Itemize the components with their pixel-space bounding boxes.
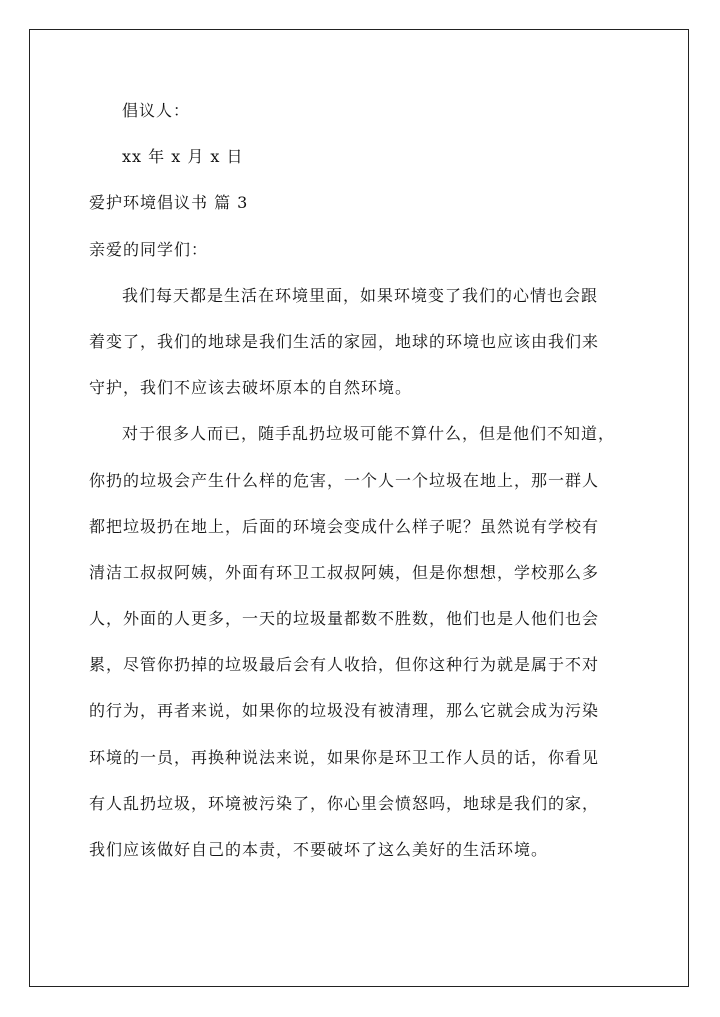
paragraph-line: 累，尽管你扔掉的垃圾最后会有人收拾，但你这种行为就是属于不对 <box>89 655 600 675</box>
paragraph-line: 环境的一员，再换种说法来说，如果你是环卫工作人员的话，你看见 <box>89 747 600 767</box>
paragraph-line: 都把垃圾扔在地上，后面的环境会变成什么样子呢？虽然说有学校有 <box>89 516 600 536</box>
paragraph-line: 你扔的垃圾会产生什么样的危害，一个人一个垃圾在地上，那一群人 <box>89 470 600 490</box>
paragraph-line: 的行为，再者来说，如果你的垃圾没有被清理，那么它就会成为污染 <box>89 701 600 721</box>
paragraph-line: 我们每天都是生活在环境里面，如果环境变了我们的心情也会跟 <box>122 285 599 305</box>
paragraph-line: 着变了，我们的地球是我们生活的家园，地球的环境也应该由我们来 <box>89 331 600 351</box>
paragraph-2 <box>89 419 639 881</box>
signature-label: 倡议人： <box>122 101 191 120</box>
paragraph-1 <box>89 281 639 420</box>
section-title: 爱护环境倡议书 篇 3 <box>89 193 249 213</box>
paragraph-line: 我们应该做好自己的本责，不要破坏了这么美好的生活环境。 <box>89 840 549 859</box>
salutation: 亲爱的同学们： <box>89 239 209 259</box>
paragraph-line: 守护，我们不应该去破坏原本的自然环境。 <box>89 378 413 398</box>
signature-date: xx 年 x 月 x 日 <box>122 147 244 167</box>
document-body <box>89 96 639 881</box>
paragraph-line: 对于很多人而已，随手乱扔垃圾可能不算什么，但是他们不知道， <box>122 424 616 444</box>
paragraph-line: 人，外面的人更多，一天的垃圾量都数不胜数，他们也是人他们也会 <box>89 609 600 629</box>
paragraph-line: 有人乱扔垃圾，环境被污染了，你心里会愤怒吗，地球是我们的家， <box>89 793 600 813</box>
paragraph-line: 清洁工叔叔阿姨，外面有环卫工叔叔阿姨，但是你想想，学校那么多 <box>89 562 600 582</box>
